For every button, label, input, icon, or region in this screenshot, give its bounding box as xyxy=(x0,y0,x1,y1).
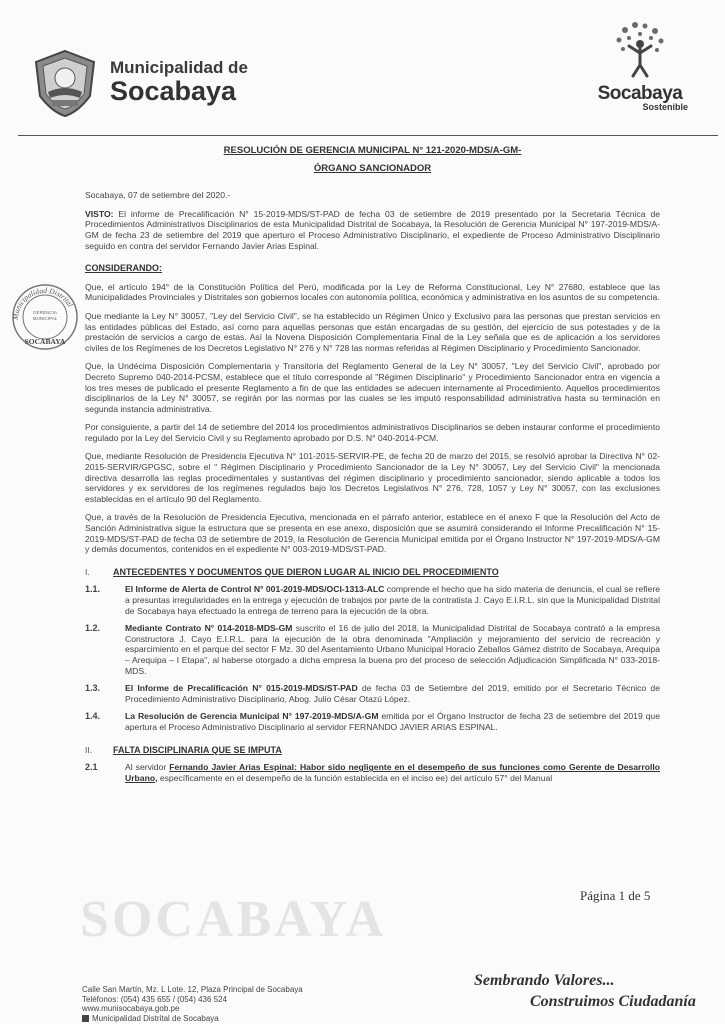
list-item xyxy=(85,711,660,732)
item-bold: El Informe de Alerta de Control N° 001-2019-MDS/OCI-1313-ALC xyxy=(125,584,385,595)
website-link[interactable]: www.munisocabaya.gob.pe xyxy=(82,1004,180,1013)
phones-text: Teléfonos: (054) 435 655 / (054) 436 524 xyxy=(82,994,227,1004)
item-number: 1.4. xyxy=(85,711,101,722)
list-item xyxy=(85,683,660,704)
considerando-paragraph: Que, el artículo 194° de la Constitución Política del Perú, modificada por la Ley de Reforma Constitucional, Ley N° 27680, establece que las Municipalidades Provinciales y Distritales son gobiernos locales con autonomía política, económica y administrativa en los asuntos de su competencia. xyxy=(85,281,660,303)
section-heading xyxy=(85,567,660,578)
visto-paragraph xyxy=(85,209,660,251)
municipal-crest-icon xyxy=(30,48,100,118)
municipality-title xyxy=(110,58,248,106)
resolution-subtitle: ÓRGANO SANCIONADOR xyxy=(313,162,432,174)
item-number: 1.3. xyxy=(85,683,101,694)
item-rest: emitida por el Órgano Instructor de fecha 23 de setiembre del 2019 que apertura el Proceso Administrativo Disciplinario al servidor FERNANDO JAVIER ARIAS ESPINAL. xyxy=(125,711,660,732)
item-bold: El Informe de Precalificación N° 015-2019-MDS/ST-PAD xyxy=(125,683,358,694)
municipality-line2: Socabaya xyxy=(110,76,237,106)
considerando-paragraph: Por consiguiente, a partir del 14 de setiembre del 2014 los procedimientos administrativos Disciplinarios se deben instaurar conforme el procedimiento regulado por la Ley del Servicio Civil y su Reglamento aprobado por D.S. N° 040-2014-PCM. xyxy=(85,422,660,443)
slogan-line2: Construimos Ciudadanía xyxy=(530,993,696,1010)
item-text xyxy=(125,584,660,616)
svg-text:SOCABAYA: SOCABAYA xyxy=(24,337,66,346)
visto-text: El informe de Precalificación N° 15-2019-MDS/ST-PAD de fecha 03 de setiembre de 2019 presentado por la Secretaria Técnica de Procedimientos Administrativos Disciplinarios de esta Municipalidad Distrital de Socabaya, la Resolución de Gerencia Municipal N° 197-2019-MDS/A-GM de fecha 23 de setiembre del 2019 que aperturo el Proceso Administrativo Disciplinario, el expediente de Proceso Administrativo Disciplinario seguido en contra del servidor Fernando Javier Arias Espinal. xyxy=(85,208,660,251)
list-item xyxy=(85,623,660,676)
item-bold: Mediante Contrato N° 014-2018-MDS-GM xyxy=(125,623,293,634)
document-body xyxy=(85,140,660,783)
facebook-text xyxy=(82,1014,303,1024)
brand-tagline: Sostenible xyxy=(642,102,688,112)
item-number: 1.2. xyxy=(85,623,101,634)
list-item xyxy=(85,762,660,783)
letterhead xyxy=(0,0,725,135)
item-text xyxy=(125,683,660,704)
considerando-paragraph: Que, mediante Resolución de Presidencia Ejecutiva N° 101-2015-SERVIR-PE, de fecha 20 de marzo del 2015, se resolvió aprobar la Directiva N° 02-2015-SERVIR/GPGSC, sobre el " Régimen Disciplinario y Procedimiento Sancionador de la Ley N° 30057, Ley del Servicio Civil" la mencionada directiva desarrolla las reglas procedimentales y sustantivas del régimen disciplinario y procedimiento sancionador, siendo aplicable a todos los servidores y ex servidores de los regímenes regulados bajo los Decretos Legislativos N° 276, 728, 1057 y Ley N° 30057, con las exclusiones establecidas en el artículo 90 del Reglamento. xyxy=(85,451,660,504)
item-rest: suscrito el 16 de julio del 2018, la Municipalidad Distrital de Socabaya contrató a la empresa Constructora J. Cayo E.I.R.L. para la ejecución de la obra denominada "Ampliación y mejoramiento del servicio de recreación y esparcimiento en el parque del sector F Mz. 30 del Asentamiento Urbano Municipal Horacio Zeballos Gámez distrito de Socabaya, Arequipa – Arequipa – I Etapa", al haberse otorgado a dicha empresa la buena pro del proceso de selección Adjudicación Simplificada N° 033-2018-MDS. xyxy=(125,623,660,676)
svg-text:MUNICIPAL: MUNICIPAL xyxy=(32,316,58,321)
brand-logo xyxy=(580,20,700,125)
facebook-icon xyxy=(82,1015,89,1022)
resolution-title: RESOLUCIÓN DE GERENCIA MUNICIPAL N° 121-2020-MDS/A-GM- xyxy=(223,145,522,156)
considerando-paragraph: Que mediante la Ley N° 30057, "Ley del Servicio Civil", se ha establecido un Régimen Único y Exclusivo para las personas que prestan servicios en las entidades públicas del Estado, así como para aquellas personas que están encargadas de su gestión, del ejercicio de sus potestades y de la prestación de servicios a cargo de estas. Así la Novena Disposición Complementaria Final de la Ley señala que es de aplicación a los servidores civiles de los Regímenes de los Decretos Legislativo N° 276 y N° 728 las normas referidas al Régimen Disciplinario y Procedimiento Sancionador. xyxy=(85,310,660,353)
section-number: II. xyxy=(85,744,93,755)
section-number: I. xyxy=(85,566,90,577)
considerando-paragraph: Que, la Undécima Disposición Complementaria y Transitoria del Reglamento General de la Ley N° 30057, "Ley del Servicio Civil", aprobado por Decreto Supremo 040-2014-PCSM, establece que el título corresponde al "Régimen Disciplinario" y Procedimiento Sancionador entra en vigencia a los tres meses de publicado el presente Reglamento a fin de que las entidades se adecuen internamente al Procedimiento. Aquellos procedimientos disciplinarios de la Ley N° 30057, se regirán por las normas por las cuales se les imputó responsabilidad administrativa hasta su terminación en segunda instancia administrativa. xyxy=(85,361,660,414)
item-text xyxy=(125,623,660,676)
municipal-stamp-icon xyxy=(10,282,80,352)
list-item xyxy=(85,584,660,616)
municipality-line1: Municipalidad de xyxy=(110,58,248,77)
slogan-line1: Sembrando Valores... xyxy=(474,972,615,989)
item-text xyxy=(125,762,660,783)
section-title: FALTA DISCIPLINARIA QUE SE IMPUTA xyxy=(113,744,282,755)
contact-info xyxy=(82,985,303,1023)
item-bold: Fernando Javier Arias Espinal: Habor sido negligente en el desempeño de sus funciones como Gerente de Desarrollo Urbano, xyxy=(125,762,661,783)
item-rest: específicamente en el desempeño de la función establecida en el inciso ee) del artículo 57° del Manual xyxy=(157,772,553,783)
page-number: Página 1 de 5 xyxy=(580,888,651,903)
section-heading xyxy=(85,745,660,756)
socabaya-watermark: SOCABAYA xyxy=(80,891,387,948)
visto-label: VISTO: xyxy=(85,208,114,219)
header-divider xyxy=(18,135,718,136)
svg-text:GERENCIA: GERENCIA xyxy=(33,310,57,315)
item-number: 2.1 xyxy=(85,762,98,773)
facebook-label: Municipalidad Distrital de Socabaya xyxy=(92,1013,219,1023)
item-text xyxy=(125,711,660,732)
item-rest: de fecha 03 de Setiembre del 2019, emitido por el Secretario Técnico de Procedimiento Administrativo Disciplinario, Abog. Julio César Otazú López. xyxy=(125,683,660,704)
item-rest: comprende el hecho que ha sido materia de denuncia, el cual se refiere a presuntas irregularidades en la entrega y ejecución de trabajos por parte de la contratista J. Cayo E.I.R.L. sin que la Municipalidad Distrital de Socabaya haya efectuado la entrega de terreno para la ejecución de la obra. xyxy=(125,584,660,616)
document-date: Socabaya, 07 de setiembre del 2020.- xyxy=(85,190,231,201)
item-pre: Al servidor xyxy=(125,762,170,773)
considerando-heading: CONSIDERANDO: xyxy=(85,263,163,274)
section-title: ANTECEDENTES Y DOCUMENTOS QUE DIERON LUGAR AL INICIO DEL PROCEDIMIENTO xyxy=(113,566,499,577)
item-number: 1.1. xyxy=(85,584,101,595)
address-text: Calle San Martín, Mz. L Lote. 12, Plaza Principal de Socabaya xyxy=(82,985,303,994)
considerando-paragraph: Que, a través de la Resolución de Presidencia Ejecutiva, mencionada en el párrafo anterior, establece en el anexo F que la Resolución del Acto de Sanción Administrativa sigue la estructura que se presenta en ese anexo, disposición que se asumirá considerando el Informe Precalificación N° 15-2019-MDS/ST-PAD de fecha 03 de setiembre de 2019, la Resolución de Gerencia Municipal emitida por el Órgano Instructor N° 197-2019-MDS/A-GM y demás documentos, contenidos en el expediente N° 003-2019-MDS/ST-PAD. xyxy=(85,512,660,555)
item-bold: La Resolución de Gerencia Municipal N° 197-2019-MDS/A-GM xyxy=(125,711,379,722)
tree-figure-logo-icon xyxy=(605,20,675,78)
brand-name: Socabaya xyxy=(597,83,683,104)
svg-text:Municipalidad Distrital: Municipalidad Distrital xyxy=(10,285,76,321)
